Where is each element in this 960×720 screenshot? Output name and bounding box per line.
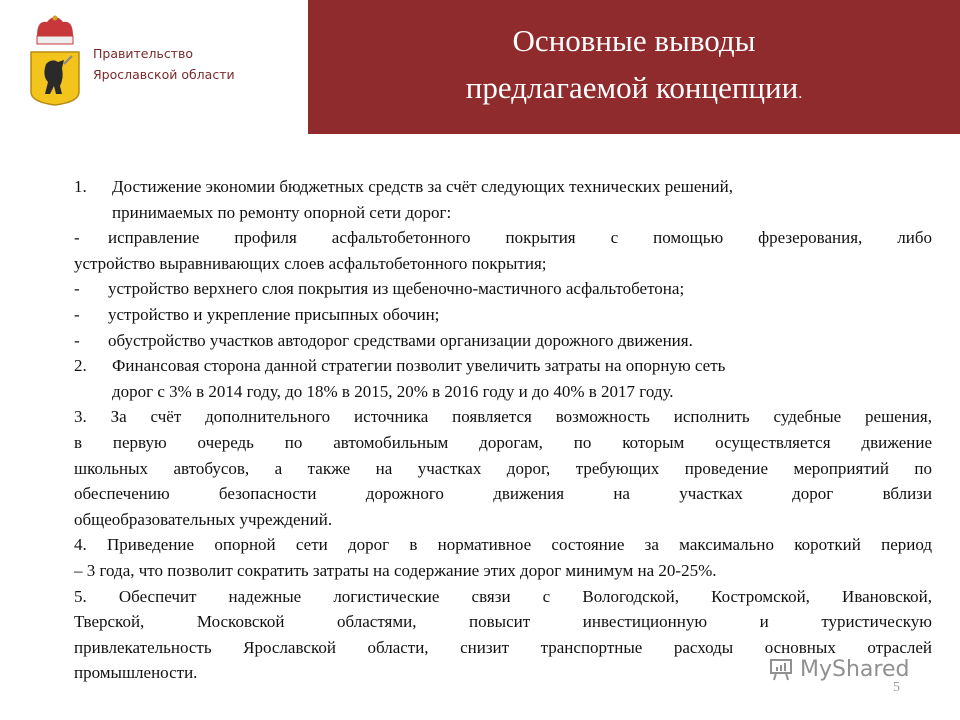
item-text: устройство и укрепление присыпных обочин; bbox=[108, 304, 440, 324]
dash-3 bbox=[74, 302, 932, 328]
item-3-line: в первую очередь по автомобильным дорогам, по которым осуществляется движение bbox=[74, 432, 932, 452]
item-4-line: – 3 года, что позволит сократить затраты на содержание этих дорог минимум на 20-25%. bbox=[74, 560, 717, 580]
item-text: Финансовая сторона данной стратегии позволит увеличить затраты на опорную сеть bbox=[112, 356, 726, 376]
presentation-board-icon bbox=[768, 656, 794, 682]
item-2-line-1 bbox=[74, 353, 932, 379]
dash-bullet: - bbox=[74, 304, 80, 324]
dash-2 bbox=[74, 276, 932, 302]
coat-of-arms-logo bbox=[28, 14, 82, 106]
dash-4 bbox=[74, 328, 932, 354]
dash-1-line-2: устройство выравнивающих слоев асфальтобетонного покрытия; bbox=[74, 253, 547, 273]
dash-bullet: - bbox=[74, 330, 80, 350]
item-3-line: 3. За счёт дополнительного источника появляется возможность исполнить судебные решения, bbox=[74, 407, 932, 427]
dash-bullet: - bbox=[74, 228, 80, 248]
dash-bullet: - bbox=[74, 279, 80, 299]
item-text: устройство верхнего слоя покрытия из щебеночно-мастичного асфальтобетона; bbox=[108, 279, 685, 299]
item-5-line: Тверской, Московской областями, повысит инвестиционную и туристическую bbox=[74, 612, 932, 632]
item-5-line: 5. Обеспечит надежные логистические связи с Вологодской, Костромской, Ивановской, bbox=[74, 586, 932, 606]
item-1-line-2: принимаемых по ремонту опорной сети дорог: bbox=[112, 202, 452, 222]
slide-title-banner bbox=[308, 0, 960, 134]
title-dot: . bbox=[798, 85, 803, 102]
title-line-1: Основные выводы bbox=[512, 23, 756, 58]
item-3-line: школьных автобусов, а также на участках дорог, требующих проведение мероприятий по bbox=[74, 458, 932, 478]
dash-1-line-1 bbox=[74, 225, 932, 251]
org-line-1: Правительство bbox=[93, 46, 193, 61]
myshared-watermark bbox=[768, 656, 909, 682]
item-5-line: промышлености. bbox=[74, 663, 198, 683]
item-4-line: 4. Приведение опорной сети дорог в нормативное состояние за максимально короткий период bbox=[74, 535, 932, 555]
item-3-line: обеспечению безопасности дорожного движения на участках дорог вблизи bbox=[74, 484, 932, 504]
item-5-line: привлекательность Ярославской области, снизит транспортные расходы основных отраслей bbox=[74, 637, 932, 657]
item-2-line-2: дорог с 3% в 2014 году, до 18% в 2015, 20% в 2016 году и до 40% в 2017 году. bbox=[112, 381, 674, 401]
item-number: 1. bbox=[74, 177, 87, 196]
item-number: 2. bbox=[74, 356, 87, 376]
title-line-2 bbox=[308, 64, 960, 117]
slide-body bbox=[74, 174, 932, 686]
item-text: исправление профиля асфальтобетонного покрытия с помощью фрезерования, либо bbox=[108, 228, 932, 248]
organization-name bbox=[93, 43, 235, 85]
item-text: обустройство участков автодорог средствами организации дорожного движения. bbox=[108, 330, 693, 350]
watermark-text: MyShared bbox=[800, 656, 910, 682]
item-3-line: общеобразовательных учреждений. bbox=[74, 509, 333, 529]
item-1-line-1 bbox=[74, 174, 932, 200]
org-line-2: Ярославской области bbox=[93, 67, 235, 82]
page-number: 5 bbox=[893, 680, 900, 695]
item-text: Достижение экономии бюджетных средств за счёт следующих технических решений, bbox=[112, 177, 733, 196]
title-line-2-text: предлагаемой концепции bbox=[465, 70, 799, 105]
